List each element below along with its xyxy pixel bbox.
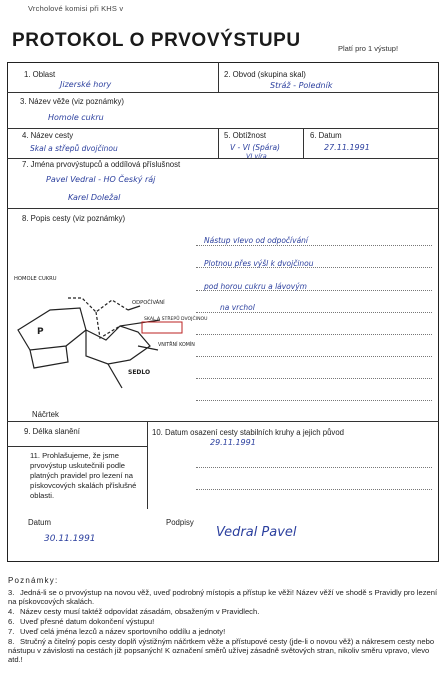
field-bolts-label: 10. Datum osazení cesty stabilních kruhy a jejich původ xyxy=(152,428,344,437)
field-difficulty-label: 5. Obtížnost xyxy=(224,131,267,140)
rock-edge xyxy=(108,364,122,388)
note-item-4 xyxy=(8,607,438,616)
field-district-label: 2. Obvod (skupina skal) xyxy=(224,70,306,79)
route-desc-line-4: na vrchol xyxy=(220,303,255,312)
field-area-label: 1. Oblast xyxy=(24,70,56,79)
field-bolts-value: 29.11.1991 xyxy=(210,438,256,447)
field-district-value: Stráž - Poledník xyxy=(270,81,333,90)
writing-line xyxy=(196,467,432,468)
row-divider xyxy=(7,92,439,93)
commission-header: Vrcholové komisi při KHS v xyxy=(28,4,124,13)
field-difficulty-extra: VI víra xyxy=(246,152,267,160)
field-climbers-label: 7. Jména prvovýstupců a oddílová příslušnost xyxy=(22,160,181,169)
date-label: Datum xyxy=(28,518,51,527)
rock-mass xyxy=(86,326,150,364)
writing-line xyxy=(196,378,432,379)
route-desc-line-2: Plotnou přes výšl k dvojčinou xyxy=(204,259,314,268)
sketch-chimney-label: VNITŘNÍ KOMÍN xyxy=(158,343,195,348)
note-item-8 xyxy=(8,637,438,664)
pointer-line xyxy=(128,306,140,310)
page-title: PROTOKOL O PRVOVÝSTUPU xyxy=(12,30,301,51)
field-date-label: 6. Datum xyxy=(310,131,342,140)
field-date-value: 27.11.1991 xyxy=(324,143,370,152)
validity-note: Platí pro 1 výstup! xyxy=(338,44,399,53)
col-divider xyxy=(218,128,219,158)
route-highlight xyxy=(142,322,182,333)
note-item-7 xyxy=(8,627,438,636)
route-desc-line-3: pod horou cukru a lávovým xyxy=(204,282,307,291)
writing-line xyxy=(196,312,432,313)
note-text: Uveď přesné datum dokončení výstupu! xyxy=(20,617,155,626)
writing-line xyxy=(196,356,432,357)
field-route-name-value: Skal a střepů dvojčinou xyxy=(30,144,118,153)
sketch-saddle-label: SEDLO xyxy=(128,369,151,376)
writing-line xyxy=(196,245,432,246)
date-value: 30.11.1991 xyxy=(44,534,96,544)
note-text: Stručný a čitelný popis cesty doplň výstižným náčrtkem věže a přístupové cesty (jde-li o novou věž) a nákresem cesty nebo nástupu v závislosti na cestách již popsaných! K označení směrů užívej zásadně světových stran, nikoliv směru vpravo, vlevo atd.! xyxy=(8,637,435,664)
note-number: 3. xyxy=(8,588,15,597)
sketch-rest-label: ODPOČÍVÁNÍ xyxy=(132,300,165,306)
row-divider xyxy=(7,446,147,447)
sketch-route-label: SKAL A STŘEPŮ DVOJČINOU xyxy=(144,317,208,322)
field-route-name-label: 4. Název cesty xyxy=(22,131,74,140)
pointer-line xyxy=(138,346,158,350)
row-divider xyxy=(7,128,439,129)
field-tower-label: 3. Název věže (viz poznámky) xyxy=(20,97,124,106)
route-desc-line-1: Nástup vlevo od odpočívání xyxy=(204,236,309,245)
row-divider xyxy=(7,158,439,159)
route-sketch xyxy=(10,270,208,410)
tower-letter: P xyxy=(37,327,44,337)
note-number: 4. xyxy=(8,607,15,616)
writing-line xyxy=(196,400,432,401)
writing-line xyxy=(196,334,432,335)
field-difficulty-value: V - VI (Spára) xyxy=(230,143,280,152)
field-climbers-value-2: Karel Doležal xyxy=(68,193,121,202)
signature-label: Podpisy xyxy=(166,518,194,527)
col-divider xyxy=(218,62,219,92)
note-item-6 xyxy=(8,617,438,626)
signature-value: Vedral Pavel xyxy=(216,525,297,540)
field-tower-value: Homole cukru xyxy=(48,113,104,122)
tower-outline xyxy=(18,308,86,350)
row-divider xyxy=(7,208,439,209)
note-number: 6. xyxy=(8,617,15,626)
sketch-caption: Náčrtek xyxy=(32,410,59,419)
route-line xyxy=(96,312,120,338)
note-text: Uveď celá jména lezců a název sportovního oddílu a jednoty! xyxy=(20,627,226,636)
route-line xyxy=(68,298,128,312)
note-number: 7. xyxy=(8,627,15,636)
notes-title: Poznámky: xyxy=(8,576,59,585)
note-item-3 xyxy=(8,588,438,606)
field-route-desc-label: 8. Popis cesty (viz poznámky) xyxy=(22,214,126,223)
note-text: Název cesty musí taktéž odpovídat zásadám, obsaženým v Pravidlech. xyxy=(20,607,260,616)
sketch-peak-label: HOMOLE CUKRU xyxy=(14,276,57,282)
field-rappel-label: 9. Délka slanění xyxy=(24,427,80,436)
declaration-text: 11. Prohlašujeme, že jsme prvovýstup uskutečnili podle platných pravidel pro lezení na pískovcových skalách příslušné oblasti. xyxy=(30,451,137,500)
note-number: 8. xyxy=(8,637,15,646)
col-divider xyxy=(303,128,304,158)
field-climbers-value-1: Pavel Vedral - HO Český ráj xyxy=(46,175,156,184)
writing-line xyxy=(196,489,432,490)
note-text: Jedná-li se o prvovýstup na novou věž, uveď podrobný místopis a přístup ke věži! Název věží ve shodě s Pravidly pro lezení na pískovcových skalách. xyxy=(8,588,438,606)
row-divider xyxy=(7,421,439,422)
field-area-value: Jizerské hory xyxy=(60,80,112,89)
